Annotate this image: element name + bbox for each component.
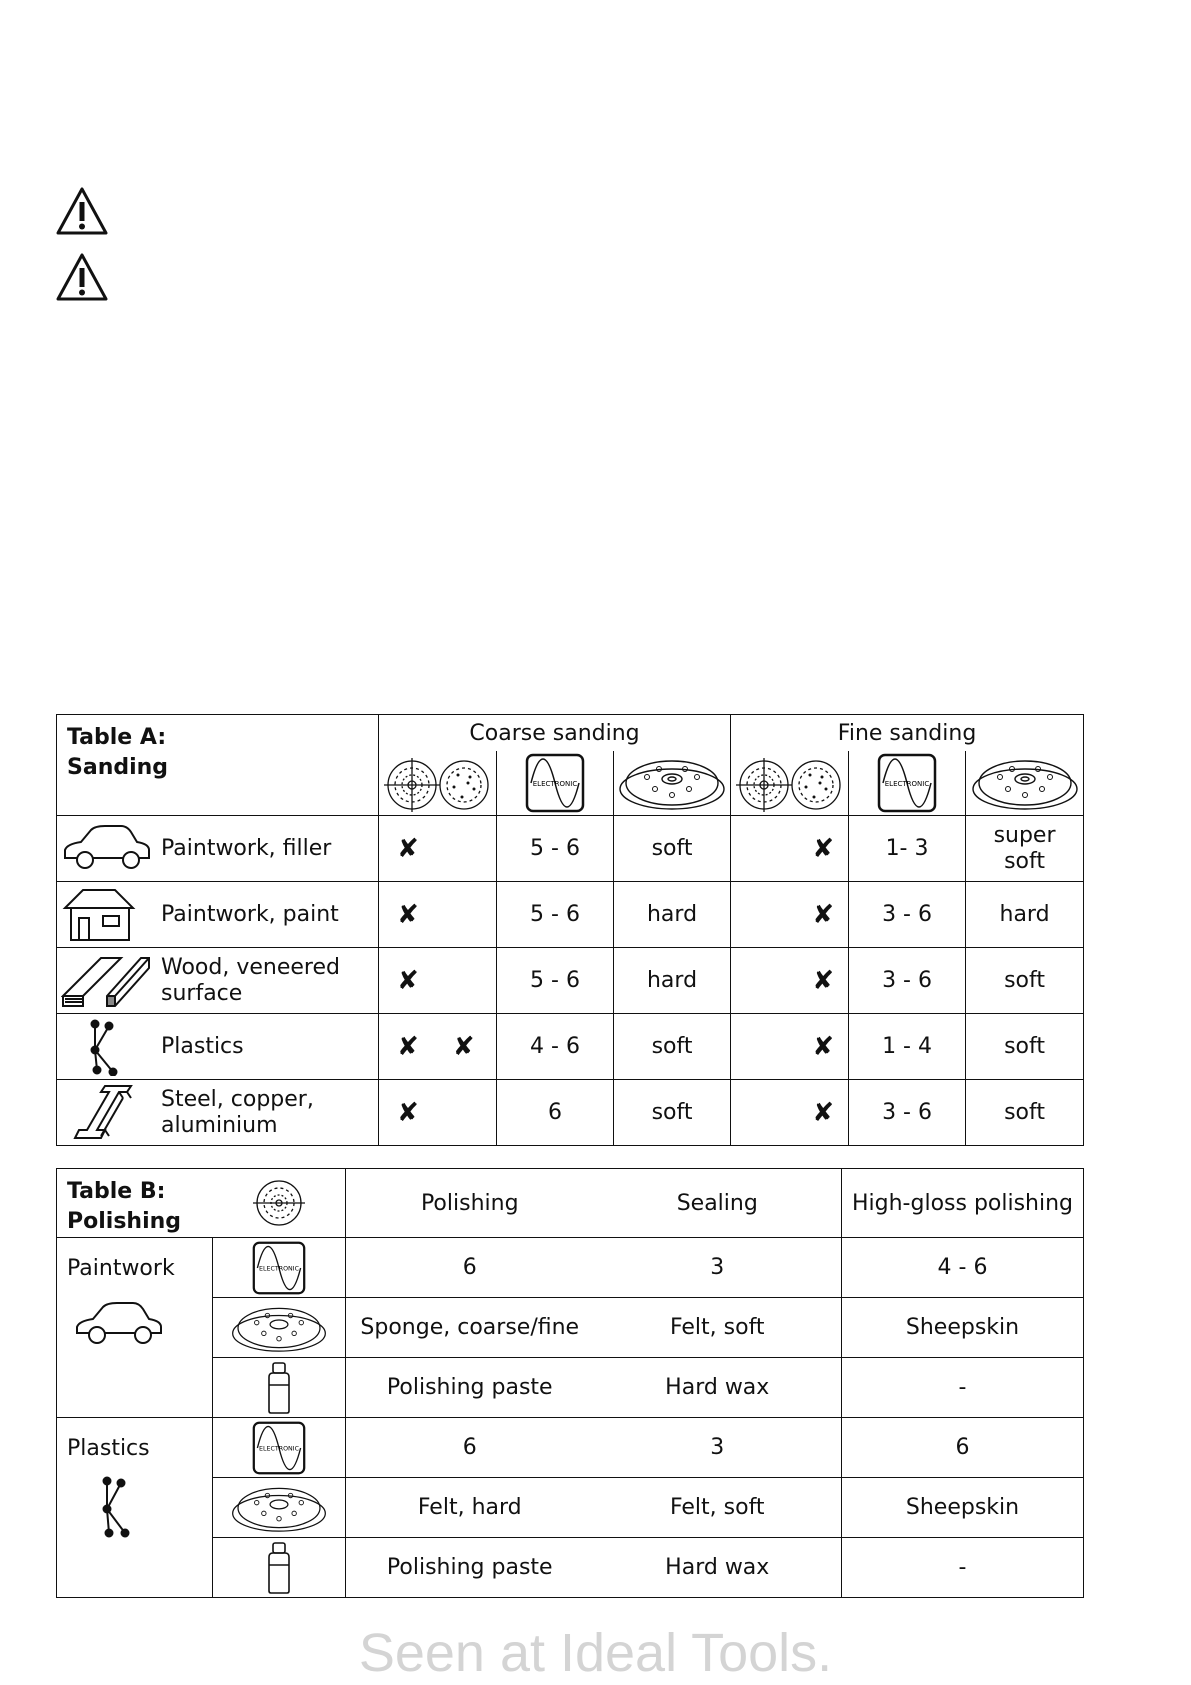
material-cell: Wood, veneered surface	[57, 948, 379, 1014]
coarse-disc-cell: ✘	[379, 1080, 497, 1146]
table-row	[57, 948, 1084, 1014]
electronic-speed-icon-cell	[849, 751, 966, 816]
wood-planks-icon	[61, 952, 151, 1010]
electronic-speed-icon-cell	[213, 1238, 346, 1298]
table-row: Polishing paste Hard wax -	[57, 1358, 1084, 1418]
fine-speed-cell: 1 - 4	[849, 1014, 966, 1080]
coarse-speed-cell: 6	[497, 1080, 614, 1146]
sanding-disc-icon	[384, 753, 492, 813]
material-cell: Paintwork, paint	[57, 882, 379, 948]
coarse-disc-cell: ✘	[379, 882, 497, 948]
column-header-high-gloss: High-gloss polishing	[842, 1169, 1084, 1238]
table-row: Paintwork ELECTRONIC 6 3 4 - 6	[57, 1238, 1084, 1298]
fine-speed-cell: 1- 3	[849, 816, 966, 882]
table-row: Sponge, coarse/fine Felt, soft Sheepskin	[57, 1298, 1084, 1358]
electronic-speed-icon	[877, 753, 937, 813]
coarse-pad-cell: soft	[614, 1014, 731, 1080]
material-cell: Plastics	[57, 1014, 379, 1080]
fine-speed-cell: 3 - 6	[849, 948, 966, 1014]
fine-disc-cell: ✘	[731, 1014, 849, 1080]
car-icon	[61, 820, 153, 876]
material-cell: Paintwork, filler	[57, 816, 379, 882]
polish-bottle-icon-cell	[213, 1358, 346, 1418]
backing-pad-icon	[230, 1301, 328, 1355]
backing-pad-icon-cell	[213, 1478, 346, 1538]
backing-pad-icon-cell	[213, 1298, 346, 1358]
column-header-sealing: Sealing	[594, 1169, 842, 1238]
coarse-pad-cell: hard	[614, 882, 731, 948]
fine-disc-cell: ✘	[731, 882, 849, 948]
polish-bottle-icon	[261, 1361, 297, 1415]
coarse-sanding-header: Coarse sanding	[379, 715, 731, 752]
watermark: Seen at Ideal Tools.	[358, 1623, 833, 1683]
coarse-speed-cell: 5 - 6	[497, 948, 614, 1014]
table-row: Felt, hard Felt, soft Sheepskin	[57, 1478, 1084, 1538]
fine-speed-cell: 3 - 6	[849, 882, 966, 948]
table-row: Polishing paste Hard wax -	[57, 1538, 1084, 1598]
house-icon	[61, 886, 141, 942]
electronic-speed-icon	[252, 1241, 306, 1295]
electronic-speed-icon-cell	[213, 1418, 346, 1478]
table-row	[57, 816, 1084, 882]
table-row	[57, 1014, 1084, 1080]
material-cell: Steel, copper, aluminium	[57, 1080, 379, 1146]
section-plastics: Plastics	[57, 1418, 213, 1598]
coarse-pad-cell: soft	[614, 816, 731, 882]
coarse-disc-cell: ✘	[379, 816, 497, 882]
backing-pad-icon-cell	[966, 751, 1084, 816]
fine-disc-cell: ✘	[731, 948, 849, 1014]
electronic-speed-icon	[252, 1421, 306, 1475]
steel-beam-icon	[61, 1084, 151, 1142]
polish-bottle-icon-cell	[213, 1538, 346, 1598]
column-header-polishing: Polishing	[346, 1169, 594, 1238]
car-icon	[73, 1299, 165, 1347]
coarse-speed-cell: 4 - 6	[497, 1014, 614, 1080]
coarse-disc-cell: ✘ ✘	[379, 1014, 497, 1080]
polishing-disc-icon-cell	[213, 1169, 346, 1238]
plastics-molecule-icon	[91, 1475, 151, 1539]
table-a-sanding	[56, 714, 1084, 1146]
section-paintwork: Paintwork	[57, 1238, 213, 1418]
electronic-speed-icon	[525, 753, 585, 813]
polishing-disc-icon	[251, 1177, 307, 1229]
table-row	[57, 882, 1084, 948]
polish-bottle-icon	[261, 1541, 297, 1595]
fine-disc-cell: ✘	[731, 1080, 849, 1146]
fine-disc-cell: ✘	[731, 816, 849, 882]
electronic-speed-icon-cell	[497, 751, 614, 816]
fine-speed-cell: 3 - 6	[849, 1080, 966, 1146]
coarse-speed-cell: 5 - 6	[497, 816, 614, 882]
backing-pad-icon-cell	[614, 751, 731, 816]
warning-triangle-icon	[55, 186, 109, 236]
sanding-disc-icons-cell	[379, 751, 497, 816]
backing-pad-icon	[970, 753, 1080, 813]
svg-text:ELECTRONIC: ELECTRONIC	[532, 780, 578, 788]
sanding-disc-icon	[736, 753, 844, 813]
svg-text:ELECTRONIC: ELECTRONIC	[884, 780, 930, 788]
plastics-molecule-icon	[61, 1018, 151, 1076]
table-row: Plastics ELECTRONIC 6 3 6	[57, 1418, 1084, 1478]
sanding-disc-icons-cell	[731, 751, 849, 816]
backing-pad-icon	[230, 1481, 328, 1535]
backing-pad-icon	[617, 753, 727, 813]
svg-text:ELECTRONIC: ELECTRONIC	[258, 1445, 300, 1453]
coarse-disc-cell: ✘	[379, 948, 497, 1014]
table-row	[57, 1080, 1084, 1146]
coarse-pad-cell: hard	[614, 948, 731, 1014]
table-a-title: Table A: Sanding	[57, 715, 379, 816]
table-b-polishing	[56, 1168, 1084, 1598]
fine-pad-cell: hard	[966, 882, 1084, 948]
fine-pad-cell: soft	[966, 1014, 1084, 1080]
svg-text:ELECTRONIC: ELECTRONIC	[258, 1265, 300, 1273]
fine-pad-cell: super soft	[966, 816, 1084, 882]
coarse-speed-cell: 5 - 6	[497, 882, 614, 948]
table-b-title: Table B: Polishing	[57, 1169, 213, 1238]
fine-pad-cell: soft	[966, 1080, 1084, 1146]
fine-pad-cell: soft	[966, 948, 1084, 1014]
fine-sanding-header: Fine sanding	[731, 715, 1084, 752]
warning-triangle-icon	[55, 252, 109, 302]
coarse-pad-cell: soft	[614, 1080, 731, 1146]
